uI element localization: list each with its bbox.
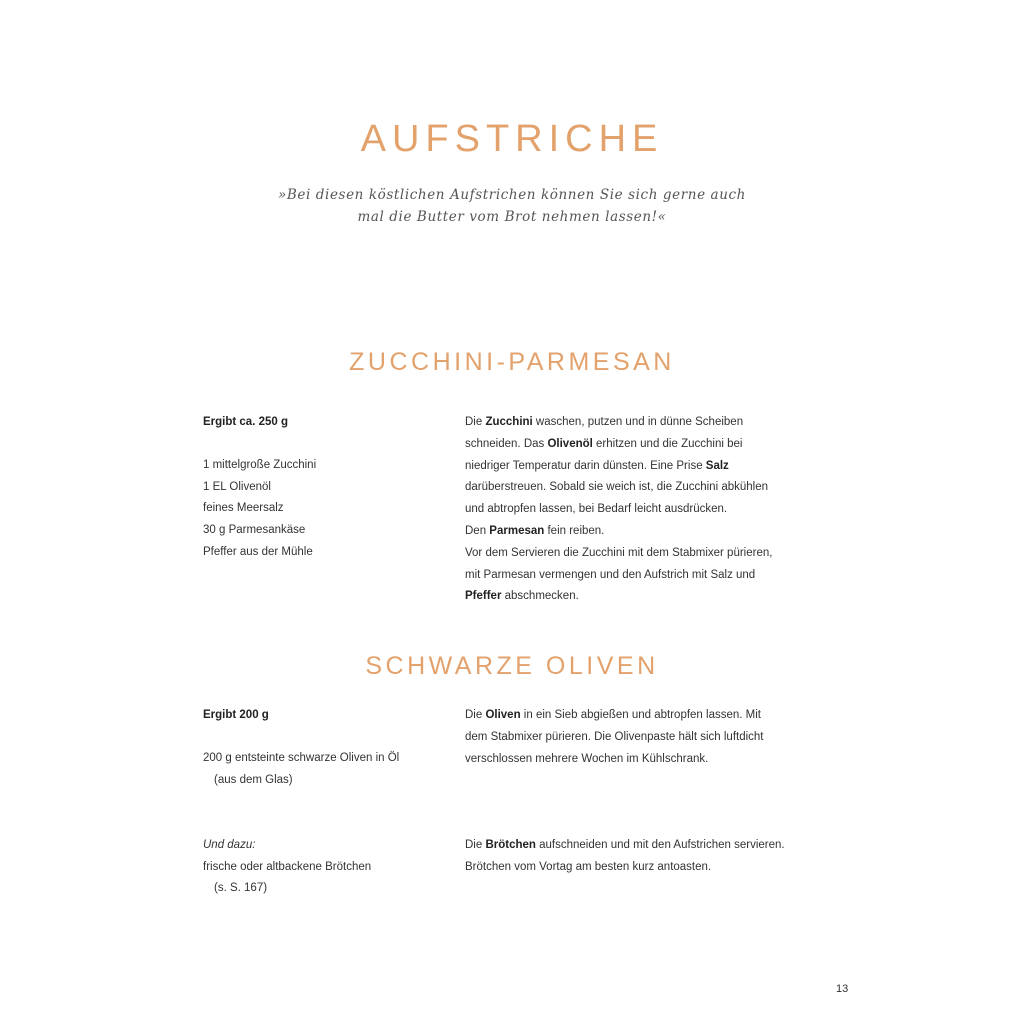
ingredient-item: feines Meersalz — [203, 502, 284, 515]
extras-ingredients — [203, 835, 453, 900]
instruction-line: Brötchen vom Vortag am besten kurz antoasten. — [465, 860, 712, 873]
ingredient-item: 30 g Parmesankäse — [203, 523, 306, 536]
instruction-line: schneiden. Das Olivenöl erhitzen und die Zucchini bei — [465, 437, 743, 450]
ingredient-item: 200 g entsteinte schwarze Oliven in Öl — [203, 752, 400, 765]
ingredient-item: Pfeffer aus der Mühle — [203, 545, 313, 558]
instruction-line: darüberstreuen. Sobald sie weich ist, die Zucchini abkühlen — [465, 481, 769, 494]
page-title: AUFSTRICHE — [360, 118, 664, 160]
page-number: 13 — [836, 983, 849, 995]
yield-olives: Ergibt 200 g — [203, 709, 269, 721]
ingredients-zucchini — [203, 412, 453, 563]
instruction-line: Die Zucchini waschen, putzen und in dünne Scheiben — [465, 416, 744, 428]
tagline-line-2: mal die Butter vom Brot nehmen lassen!« — [357, 209, 667, 225]
instructions-zucchini — [465, 412, 835, 608]
ingredient-item: 1 EL Olivenöl — [203, 480, 271, 493]
tagline-quote — [262, 184, 762, 228]
instruction-line: Die Brötchen aufschneiden und mit den Aufstrichen servieren. — [465, 839, 785, 851]
instructions-olives — [465, 705, 835, 770]
ingredient-note: (aus dem Glas) — [214, 773, 293, 786]
recipe-title-zucchini: ZUCCHINI-PARMESAN — [349, 348, 675, 376]
instruction-line: mit Parmesan vermengen und den Aufstrich mit Salz und — [465, 568, 756, 581]
recipe-title-olives: SCHWARZE OLIVEN — [365, 652, 659, 680]
instruction-line: und abtropfen lassen, bei Bedarf leicht ausdrücken. — [465, 503, 728, 516]
extras-item: frische oder altbackene Brötchen — [203, 860, 372, 873]
instruction-line: dem Stabmixer pürieren. Die Olivenpaste hält sich luftdicht — [465, 730, 764, 743]
instruction-line: Vor dem Servieren die Zucchini mit dem Stabmixer pürieren, — [465, 546, 773, 559]
tagline-line-1: »Bei diesen köstlichen Aufstrichen können Sie sich gerne auch — [278, 187, 746, 203]
extras-label: Und dazu: — [203, 839, 256, 851]
instruction-line: verschlossen mehrere Wochen im Kühlschrank. — [465, 752, 709, 765]
extras-page-ref: (s. S. 167) — [214, 882, 268, 895]
instruction-line: niedriger Temperatur darin dünsten. Eine Prise Salz — [465, 459, 729, 472]
ingredients-olives — [203, 705, 453, 791]
extras-instructions — [465, 835, 835, 879]
instruction-line: Den Parmesan fein reiben. — [465, 524, 605, 537]
yield-zucchini: Ergibt ca. 250 g — [203, 416, 289, 428]
ingredient-item: 1 mittelgroße Zucchini — [203, 459, 317, 472]
instruction-line: Die Oliven in ein Sieb abgießen und abtropfen lassen. Mit — [465, 709, 761, 721]
instruction-line: Pfeffer abschmecken. — [465, 590, 579, 603]
